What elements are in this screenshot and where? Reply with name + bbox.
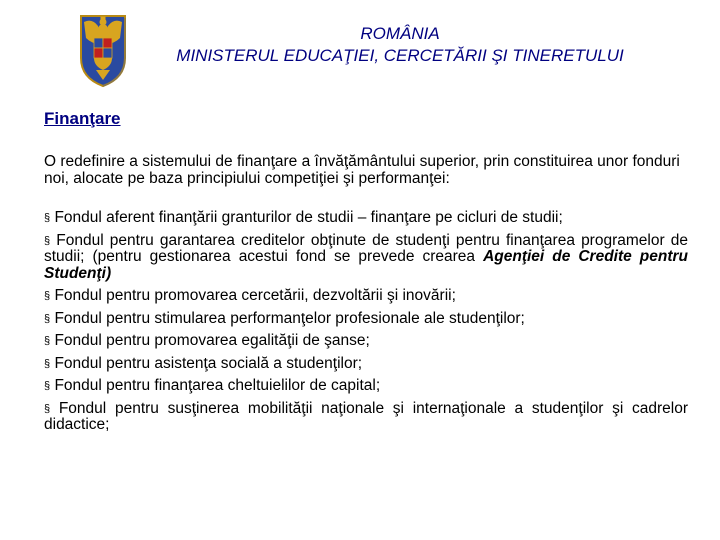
list-item-emphasis: Agenţiei de Credite pentru Studenţi) [44, 248, 688, 282]
list-item [44, 210, 688, 227]
bullet-icon: § [44, 212, 51, 224]
list-item [44, 401, 688, 434]
coat-of-arms-icon [78, 14, 128, 88]
bullet-icon: § [44, 402, 51, 415]
bullet-icon: § [44, 312, 51, 325]
list-item-text: Fondul pentru stimularea performanţelor profesionale ale studenţilor; [54, 309, 525, 327]
bullet-list [44, 210, 688, 440]
intro-paragraph: O redefinire a sistemului de finanţare a învăţământului superior, prin constituirea unor fonduri noi, alocate pe baza principiului competiţiei şi performanţei: [44, 153, 680, 187]
list-item-text: Fondul aferent finanţării granturilor de studii – finanţare pe cicluri de studii; [54, 209, 563, 226]
section-title: Finanţare [44, 109, 121, 128]
bullet-icon: § [44, 380, 51, 392]
list-item-text: Fondul pentru finanţarea cheltuielilor de capital; [54, 377, 381, 394]
list-item [44, 378, 688, 395]
list-item [44, 333, 688, 350]
list-item-text: Fondul pentru susţinerea mobilităţii naţionale şi internaţionale a studenţilor şi cadrelor didactice; [44, 399, 688, 433]
list-item-text: Fondul pentru promovarea egalităţii de şanse; [54, 332, 370, 349]
bullet-icon: § [44, 290, 51, 302]
list-item-text: Fondul pentru asistenţa socială a studenţilor; [54, 354, 363, 372]
bullet-icon: § [44, 234, 51, 247]
list-item-text: Fondul pentru promovarea cercetării, dezvoltării şi inovării; [54, 287, 456, 304]
bullet-icon: § [44, 335, 51, 347]
bullet-icon: § [44, 357, 51, 370]
country-heading: ROMÂNIA [360, 24, 440, 43]
list-item [44, 356, 688, 373]
list-item-text: Fondul pentru garantarea creditelor obţinute de studenţi pentru finanţarea programelor de studii; (pentru gestionarea acestui fond se prevede crearea [44, 231, 688, 265]
list-item [44, 288, 688, 305]
list-item [44, 311, 688, 328]
ministry-heading: MINISTERUL EDUCAŢIEI, CERCETĂRII ŞI TINERETULUI [176, 46, 624, 65]
list-item [44, 233, 688, 283]
